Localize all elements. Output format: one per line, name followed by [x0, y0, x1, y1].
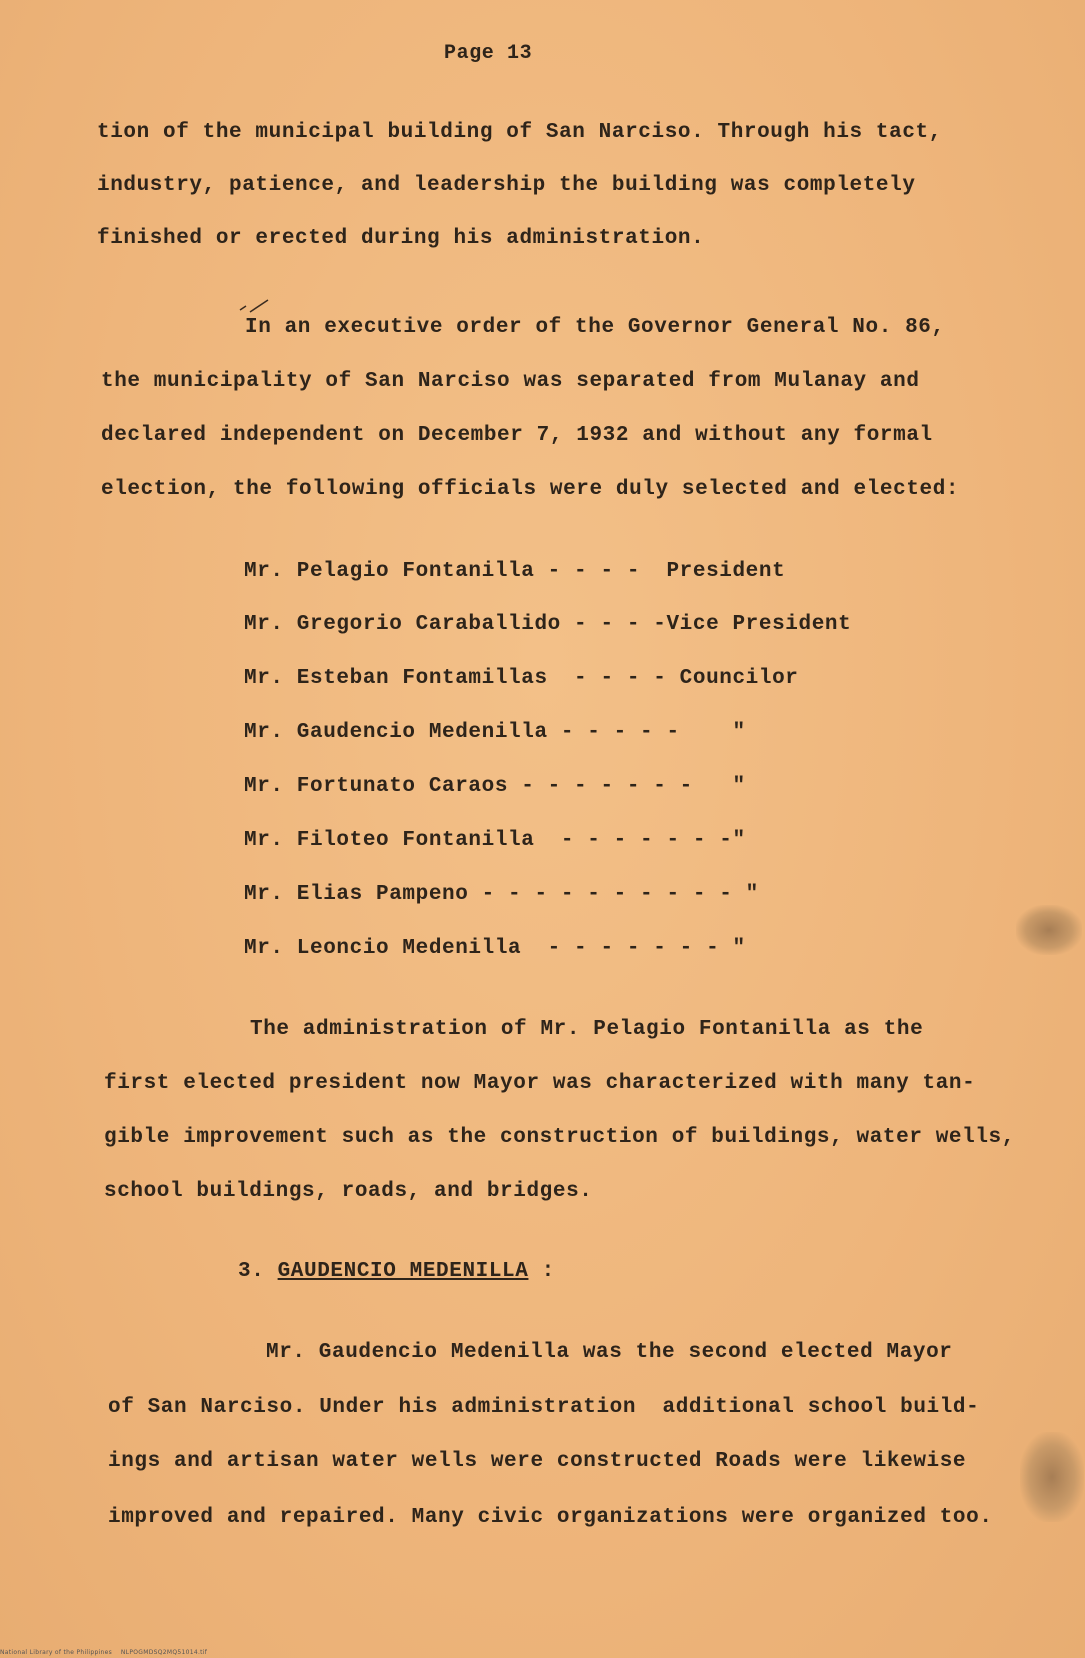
paragraph-3-line-2: first elected president now Mayor was characterized with many tan-: [104, 1072, 976, 1095]
paragraph-1-line-3: finished or erected during his administration.: [97, 227, 705, 250]
pen-checkmark-icon: [238, 298, 272, 316]
paragraph-4-line-4: improved and repaired. Many civic organizations were organized too.: [108, 1506, 993, 1529]
official-list-item: Mr. Filoteo Fontanilla - - - - - - -": [244, 829, 746, 852]
paper-stain: [1016, 905, 1082, 955]
official-list-item: Mr. Fortunato Caraos - - - - - - - ": [244, 775, 746, 798]
paragraph-3-line-4: school buildings, roads, and bridges.: [104, 1180, 593, 1203]
paper-stain: [1020, 1432, 1084, 1522]
section-heading: [238, 1260, 555, 1283]
page-number-header: Page 13: [444, 42, 533, 65]
section-suffix: :: [528, 1260, 555, 1283]
archive-footer-caption: National Library of the Philippines NLPOGMDSQ2MQ51014.tif: [0, 1649, 208, 1656]
paragraph-3-line-3: gible improvement such as the construction of buildings, water wells,: [104, 1126, 1015, 1149]
official-list-item: Mr. Pelagio Fontanilla - - - - President: [244, 560, 786, 583]
section-title: GAUDENCIO MEDENILLA: [277, 1260, 529, 1283]
paragraph-2-line-4: election, the following officials were duly selected and elected:: [101, 478, 960, 501]
paragraph-2-line-3: declared independent on December 7, 1932 and without any formal: [101, 424, 933, 447]
paragraph-4-line-2: of San Narciso. Under his administration additional school build-: [108, 1396, 980, 1419]
paragraph-1-line-2: industry, patience, and leadership the building was completely: [97, 174, 916, 197]
section-number: 3.: [238, 1260, 265, 1283]
paragraph-1-line-1: tion of the municipal building of San Narciso. Through his tact,: [97, 121, 942, 144]
paragraph-4-line-1: Mr. Gaudencio Medenilla was the second elected Mayor: [266, 1341, 953, 1364]
official-list-item: Mr. Elias Pampeno - - - - - - - - - - ": [244, 883, 759, 906]
paragraph-2-line-2: the municipality of San Narciso was separated from Mulanay and: [101, 370, 920, 393]
official-list-item: Mr. Gaudencio Medenilla - - - - - ": [244, 721, 746, 744]
official-list-item: Mr. Gregorio Caraballido - - - -Vice President: [244, 613, 852, 636]
paragraph-3-line-1: The administration of Mr. Pelagio Fontanilla as the: [250, 1018, 924, 1041]
paragraph-4-line-3: ings and artisan water wells were constructed Roads were likewise: [108, 1450, 967, 1473]
official-list-item: Mr. Leoncio Medenilla - - - - - - - ": [244, 937, 746, 960]
official-list-item: Mr. Esteban Fontamillas - - - - Councilor: [244, 667, 799, 690]
paragraph-2-line-1: In an executive order of the Governor General No. 86,: [245, 316, 945, 339]
